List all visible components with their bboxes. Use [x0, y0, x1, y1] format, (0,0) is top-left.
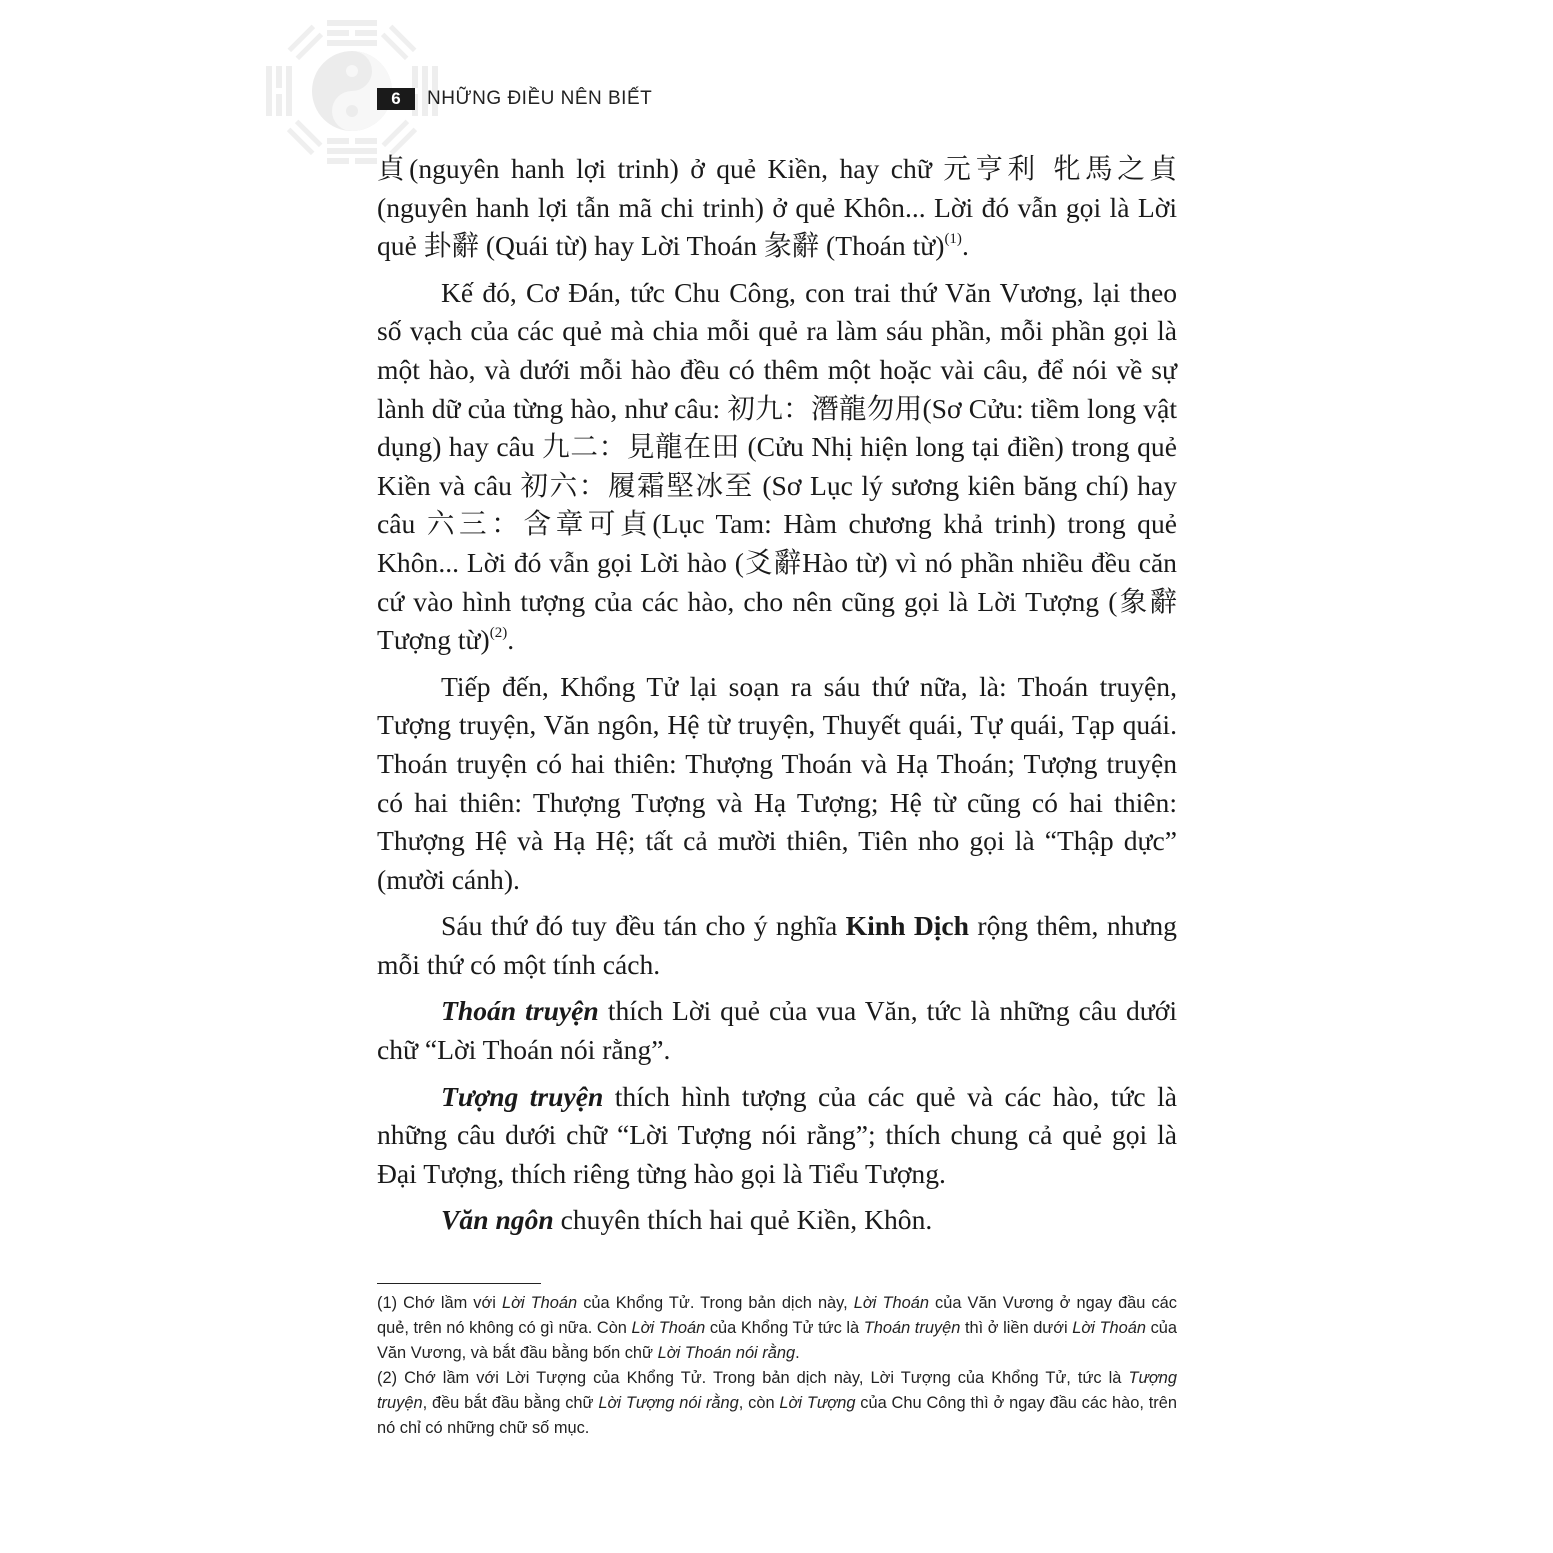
- italic-text: Lời Thoán: [501, 1294, 578, 1312]
- footnote-ref[interactable]: (1): [944, 231, 962, 248]
- text-run: (Sơ Cửu: tiềm long vật dụng) hay câu: [377, 392, 1177, 463]
- text-run: của Văn Vương ở ngay đầu các quẻ, trên nó không có gì nữa. Còn: [377, 1294, 1177, 1337]
- paragraph: [377, 1078, 1177, 1194]
- paragraph: [377, 274, 1177, 660]
- section-title: NHỮNG ĐIỀU NÊN BIẾT: [427, 88, 653, 109]
- text-run: (nguyên hanh lợi trinh) ở quẻ Kiền, hay chữ: [409, 153, 944, 184]
- footnote: [377, 1366, 1177, 1441]
- text-run: (Sơ Lục lý sương kiên băng chí) hay câu: [377, 469, 1177, 540]
- text-run: của Khổng Tử tức là: [705, 1319, 864, 1337]
- text-run: Sáu thứ đó tuy đều tán cho ý nghĩa: [441, 910, 846, 942]
- han-text: 卦辭: [423, 229, 479, 263]
- text-run: của Chu Công thì ở ngay đầu các hào, trên nó chỉ có những chữ số mục.: [377, 1394, 1177, 1437]
- han-text: 六三：含章可貞: [426, 507, 653, 541]
- text-run: .: [961, 230, 969, 262]
- text-run: , đều bắt đầu bằng chữ: [422, 1394, 599, 1412]
- text-run: Hào từ) vì nó phần nhiều đều căn cứ vào hình tượng của các hào, cho nên cũng gọi là Lời Tượng (: [377, 546, 1177, 617]
- han-text: 貞: [377, 152, 410, 185]
- text-run: (Thoán từ): [819, 230, 945, 262]
- text-run: .: [795, 1344, 800, 1362]
- text-run: Kế đó, Cơ Đán, tức Chu Công, con trai thứ Văn Vương, lại theo số vạch của các quẻ mà chia mỗi quẻ ra làm sáu phần, mỗi phần gọi là một hào, và dưới mỗi hào đều có thêm một hoặc vài câu, để nói về sự lành dữ của từng hào, như câu:: [377, 276, 1177, 424]
- paragraph: [377, 907, 1177, 984]
- text-run: của Khổng Tử. Trong bản dịch này,: [577, 1294, 854, 1312]
- text-run: (Lục Tam: Hàm chương khả trinh) trong quẻ Khôn... Lời đó vẫn gọi Lời hào (: [377, 508, 1177, 578]
- han-text: 初六：履霜堅冰至: [520, 468, 754, 502]
- han-text: 初九：潛龍勿用: [727, 391, 923, 425]
- text-run: chuyên thích hai quẻ Kiền, Khôn.: [553, 1204, 933, 1236]
- body-text: [377, 150, 1177, 1248]
- text-run: (2) Chớ lầm với Lời Tượng của Khổng Tử. Trong bản dịch này, Lời Tượng của Khổng Tử, tức là: [377, 1369, 1129, 1387]
- bold-italic-term: Văn ngôn: [441, 1204, 554, 1236]
- text-run: thích Lời quẻ của vua Văn, tức là những câu dưới chữ “Lời Thoán nói rằng”.: [377, 995, 1178, 1066]
- text-run: , còn: [738, 1394, 780, 1412]
- text-run: của Văn Vương, và bắt đầu bằng bốn chữ: [377, 1319, 1178, 1362]
- italic-text: Lời Thoán: [631, 1319, 706, 1337]
- footnote-ref[interactable]: (2): [489, 625, 508, 642]
- text-run: thích hình tượng của các quẻ và các hào, tức là những câu dưới chữ “Lời Tượng nói rằng”; thích chung cả quẻ gọi là Đại Tượng, thích riêng từng hào gọi là Tiểu Tượng.: [377, 1080, 1177, 1189]
- text-run: (1) Chớ lầm với: [377, 1294, 502, 1312]
- text-run: (nguyên hanh lợi tẫn mã chi trinh) ở quẻ Khôn... Lời đó vẫn gọi là Lời quẻ: [377, 191, 1177, 262]
- italic-text: Thoán truyện: [863, 1319, 961, 1337]
- text-run: thì ở liền dưới: [960, 1319, 1073, 1337]
- italic-text: Tượng truyện: [377, 1369, 1177, 1412]
- paragraph: [377, 1201, 1177, 1240]
- italic-text: Lời Tượng: [779, 1394, 856, 1412]
- text-run: .: [507, 624, 515, 656]
- text-run: (Cửu Nhị hiện long tại điền) trong quẻ Kiền và câu: [377, 431, 1177, 501]
- text-run: rộng thêm, nhưng mỗi thứ có một tính cách.: [377, 910, 1177, 980]
- bold-term: Kinh Dịch: [845, 910, 970, 942]
- running-head: [377, 86, 652, 112]
- text-run: (Quái từ) hay Lời Thoán: [478, 230, 764, 262]
- bold-italic-term: Thoán truyện: [441, 995, 599, 1027]
- italic-text: Lời Tượng nói rằng: [598, 1394, 739, 1412]
- han-text: 九二：見龍在田: [542, 430, 740, 464]
- han-text: 爻辭: [743, 545, 803, 579]
- bold-italic-term: Tượng truyện: [441, 1080, 604, 1112]
- han-text: 彖辭: [763, 229, 820, 263]
- paragraph: [377, 150, 1177, 266]
- italic-text: Lời Thoán nói rằng: [657, 1344, 796, 1362]
- paragraph: Tiếp đến, Khổng Tử lại soạn ra sáu thứ nữa, là: Thoán truyện, Tượng truyện, Văn ngôn, Hệ từ truyện, Thuyết quái, Tự quái, Tạp quái. Thoán truyện có hai thiên: Thượng Thoán và Hạ Thoán; Tượng truyện có hai thiên: Thượng Tượng và Hạ Tượng; Hệ từ cũng có hai thiên: Thượng Hệ và Hạ Hệ; tất cả mười thiên, Tiên nho gọi là “Thập dực” (mười cánh).: [377, 670, 1177, 895]
- footnote-divider: [377, 1283, 541, 1284]
- footnotes: [377, 1291, 1177, 1441]
- paragraph: [377, 992, 1177, 1069]
- italic-text: Lời Thoán: [1072, 1319, 1146, 1337]
- han-text: 元亨利 牝馬之貞: [943, 152, 1177, 185]
- han-text: 象辭: [1117, 584, 1177, 618]
- page-number: 6: [377, 88, 415, 110]
- italic-text: Lời Thoán: [853, 1294, 929, 1312]
- footnote: [377, 1291, 1177, 1366]
- text-run: Tượng từ): [377, 624, 490, 656]
